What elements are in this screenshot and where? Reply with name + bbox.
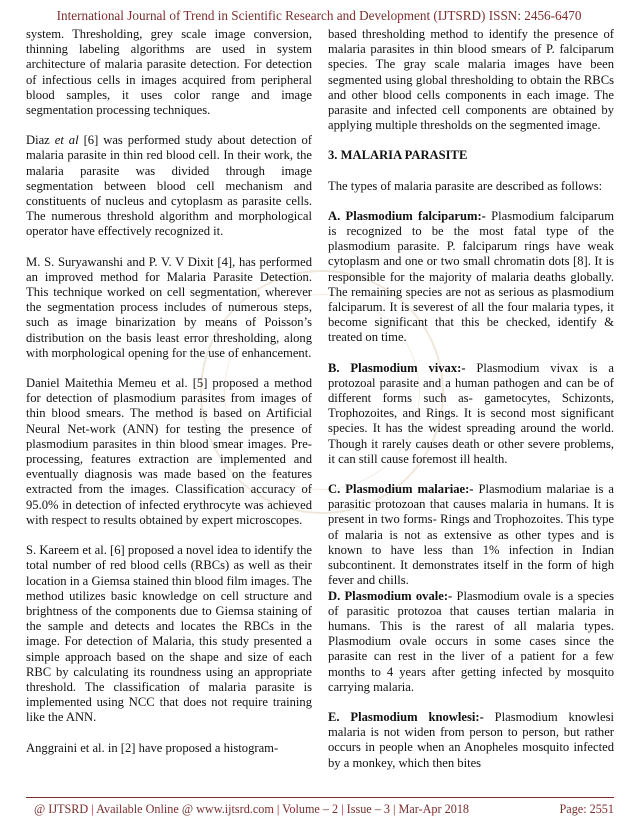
left-column (26, 27, 312, 756)
falciparum-text: Plasmodium falciparum is recognized to be the most fatal type of the plasmodium parasite. P. falciparum rings have weak cytoplasm and one or two small chromatin dots [8]. It is responsible for the majority of malaria deaths globally. The remaining species are not as serious as plasmodium falciparum. It is severest of all the four malaria types, it become significant that this be checked, identify & treated on time. (328, 208, 614, 345)
left-paragraph-1: system. Thresholding, grey scale image conversion, thinning labeling algorithms are used in system architecture of malaria parasite detection. For detection of infectious cells in images acquired from peripheral blood samples, it uses color range and image segmentation processing techniques. (26, 27, 312, 118)
knowlesi-text: Plasmodium knowlesi malaria is not widen from person to person, but rather occurs in people when an Anopheles mosquito infected by a monkey, which then bites (328, 709, 615, 770)
knowlesi-paragraph (328, 710, 614, 771)
diaz-text: [6] was performed study about detection of malaria parasite in thin red blood cell. In their work, the malaria parasite was divided through image segmentation between blood cell mechanism and constituents of nucleus and cytoplasm as parasite cells. The numerous threshold algorithm and morphological operator have effectively recognized it. (26, 133, 312, 239)
right-paragraph-1: based thresholding method to identify the presence of malaria parasites in thin blood smears of P. falciparum species. The gray scale malaria images have been segmented using global thresholding to obtain the RBCs and other blood cells components in each image. The parasite and infected cell components are obtained by applying multiple thresholds on the segmented image. (328, 27, 614, 133)
footer-divider (26, 797, 614, 798)
falciparum-label: A. Plasmodium falciparum:- (328, 208, 486, 223)
ovale-paragraph (328, 589, 614, 695)
diaz-author: Diaz (26, 133, 55, 148)
vivax-text: Plasmodium vivax is a protozoal parasite and a human pathogen and can be of different forms such as- gametocytes, Schizonts, Trophozoites, and Rings. It is second most significant species. It has the widest spreading around the world. Though it rarely causes death or other severe problems, it can still cause foremost ill health. (328, 360, 614, 466)
left-paragraph-6: Anggraini et al. in [2] have proposed a histogram- (26, 740, 279, 755)
et-al-italic: et al (54, 133, 79, 148)
left-paragraph-4: Daniel Maitethia Memeu et al. [5] proposed a method for detection of plasmodium parasites from images of thin blood smears. The method is based on Artificial Neural Net-work (ANN) for testing the presence of plasmodium parasites in thin blood smear images. Pre-processing, features extraction are implemented and eventually diagnosis was made based on the features extracted from the images. Classification accuracy of 95.0% in detection of infected erythrocyte was achieved with respect to results obtained by expert microscopes. (26, 376, 312, 527)
section-heading: 3. MALARIA PARASITE (328, 148, 468, 163)
page-number: Page: 2551 (559, 802, 614, 816)
falciparum-paragraph (328, 209, 614, 346)
malariae-paragraph (328, 482, 614, 588)
page-footer (34, 802, 614, 817)
footer-text: @ IJTSRD | Available Online @ www.ijtsrd.com | Volume – 2 | Issue – 3 | Mar-Apr 2018 (34, 802, 470, 816)
vivax-paragraph (328, 361, 614, 467)
journal-header: International Journal of Trend in Scientific Research and Development (IJTSRD) ISSN: 2456-6470 (56, 8, 582, 23)
left-paragraph-5: S. Kareem et al. [6] proposed a novel idea to identify the total number of red blood cells (RBCs) as well as their location in a Giemsa stained thin blood film images. The method utilizes basic knowledge on cell structure and brightness of the components due to Giemsa staining of the sample and detects and locates the RBCs in the image. For detection of Malaria, this study presented a simple approach based on the shape and size of each RBC by calculating its roundness using an appropriate threshold. The classification of malaria parasite is implemented using NCC that does not require training like the ANN. (26, 543, 312, 725)
malariae-label: C. Plasmodium malariae:- (328, 482, 474, 497)
left-paragraph-3: M. S. Suryawanshi and P. V. V Dixit [4], has performed an improved method for Malaria Parasite Detection. This technique worked on cell segmentation, wherever the segmentation process includes of numerous steps, such as image binarization by means of Poisson’s distribution on the basis least error thresholding, along with morphological opening for the use of enhancement. (26, 254, 312, 360)
section-intro: The types of malaria parasite are described as follows: (328, 178, 603, 193)
knowlesi-label: E. Plasmodium knowlesi:- (328, 709, 484, 724)
right-column (328, 27, 614, 771)
malariae-text: Plasmodium malariae is a parasitic protozoan that causes malaria in humans. It is present in two forms- Rings and Trophozoites. This type of malaria is not as extensive as other types and is known to have less than 1% infection in Indian subcontinent. It demonstrates itself in the form of high fever and chills. (328, 482, 614, 588)
ovale-text: Plasmodium ovale is a species of parasitic protozoa that causes tertian malaria in humans. This is the rarest of all malaria types. Plasmodium ovale occurs in some cases since the parasite can rest in the liver of a patient for a few months to 4 years after getting infected by mosquito carrying malaria. (328, 588, 614, 694)
left-paragraph-2 (26, 133, 312, 239)
vivax-label: B. Plasmodium vivax:- (328, 360, 466, 375)
ovale-label: D. Plasmodium ovale:- (328, 588, 453, 603)
